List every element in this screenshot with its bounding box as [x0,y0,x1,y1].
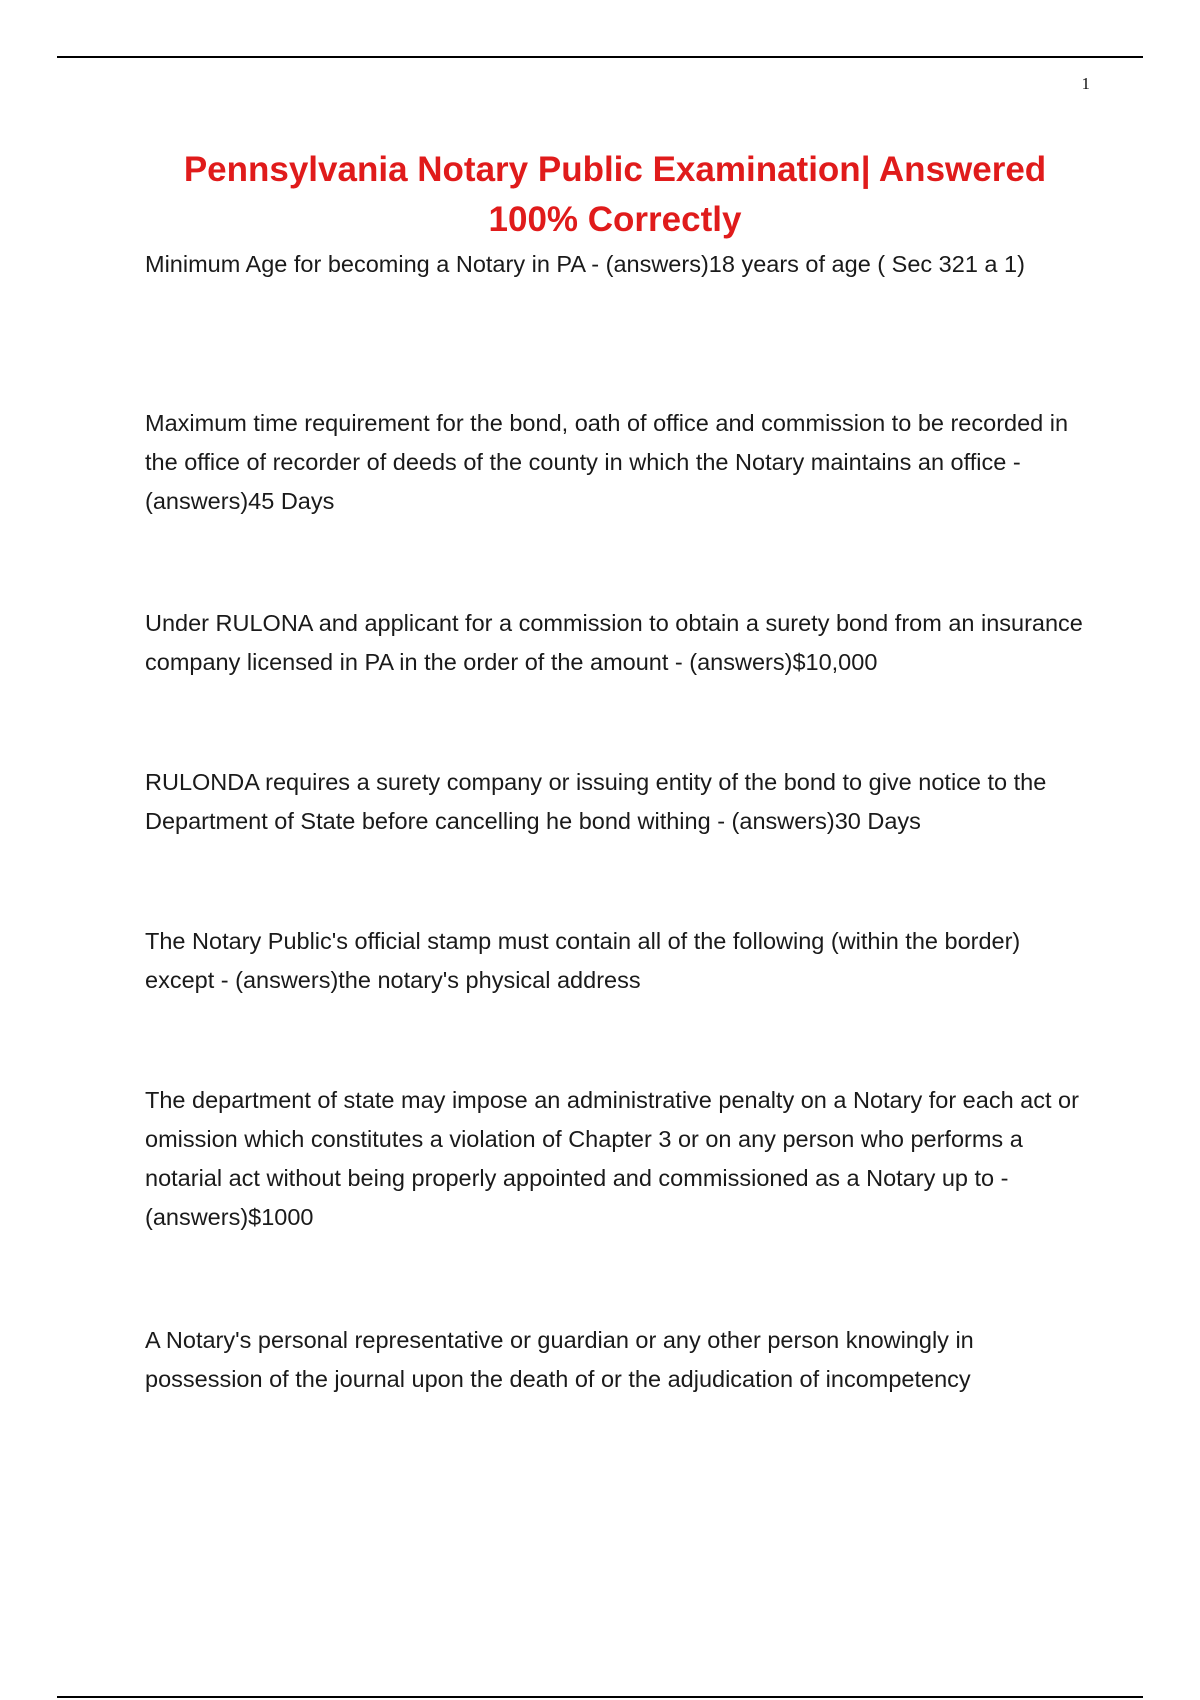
header-rule [57,56,1143,58]
qa-item-2: Maximum time requirement for the bond, oath of office and commission to be recorded in the office of recorder of deeds of the county in which the Notary maintains an office - (answers)45 Days [145,410,1069,514]
qa-item-4: RULONDA requires a surety company or issuing entity of the bond to give notice to the Department of State before cancelling he bond withing - (answers)30 Days [145,769,1047,834]
qa-item-3: Under RULONA and applicant for a commission to obtain a surety bond from an insurance company licensed in PA in the order of the amount - (answers)$10,000 [145,610,1083,675]
qa-item-5: The Notary Public's official stamp must contain all of the following (within the border) except - (answers)the notary's physical address [145,928,1021,993]
qa-item-1: Minimum Age for becoming a Notary in PA - (answers)18 years of age ( Sec 321 a 1) [145,251,1025,277]
document-title: Pennsylvania Notary Public Examination| Answered 100% Correctly [183,150,1047,239]
qa-item-6: The department of state may impose an administrative penalty on a Notary for each act or omission which constitutes a violation of Chapter 3 or on any person who performs a notarial act without being properly appointed and commissioned as a Notary up to - (answers)$1000 [145,1087,1079,1230]
page-number: 1 [1081,74,1090,93]
qa-item-7: A Notary's personal representative or guardian or any other person knowingly in possession of the journal upon the death of or the adjudication of incompetency [145,1327,974,1392]
footer-rule [57,1696,1143,1698]
